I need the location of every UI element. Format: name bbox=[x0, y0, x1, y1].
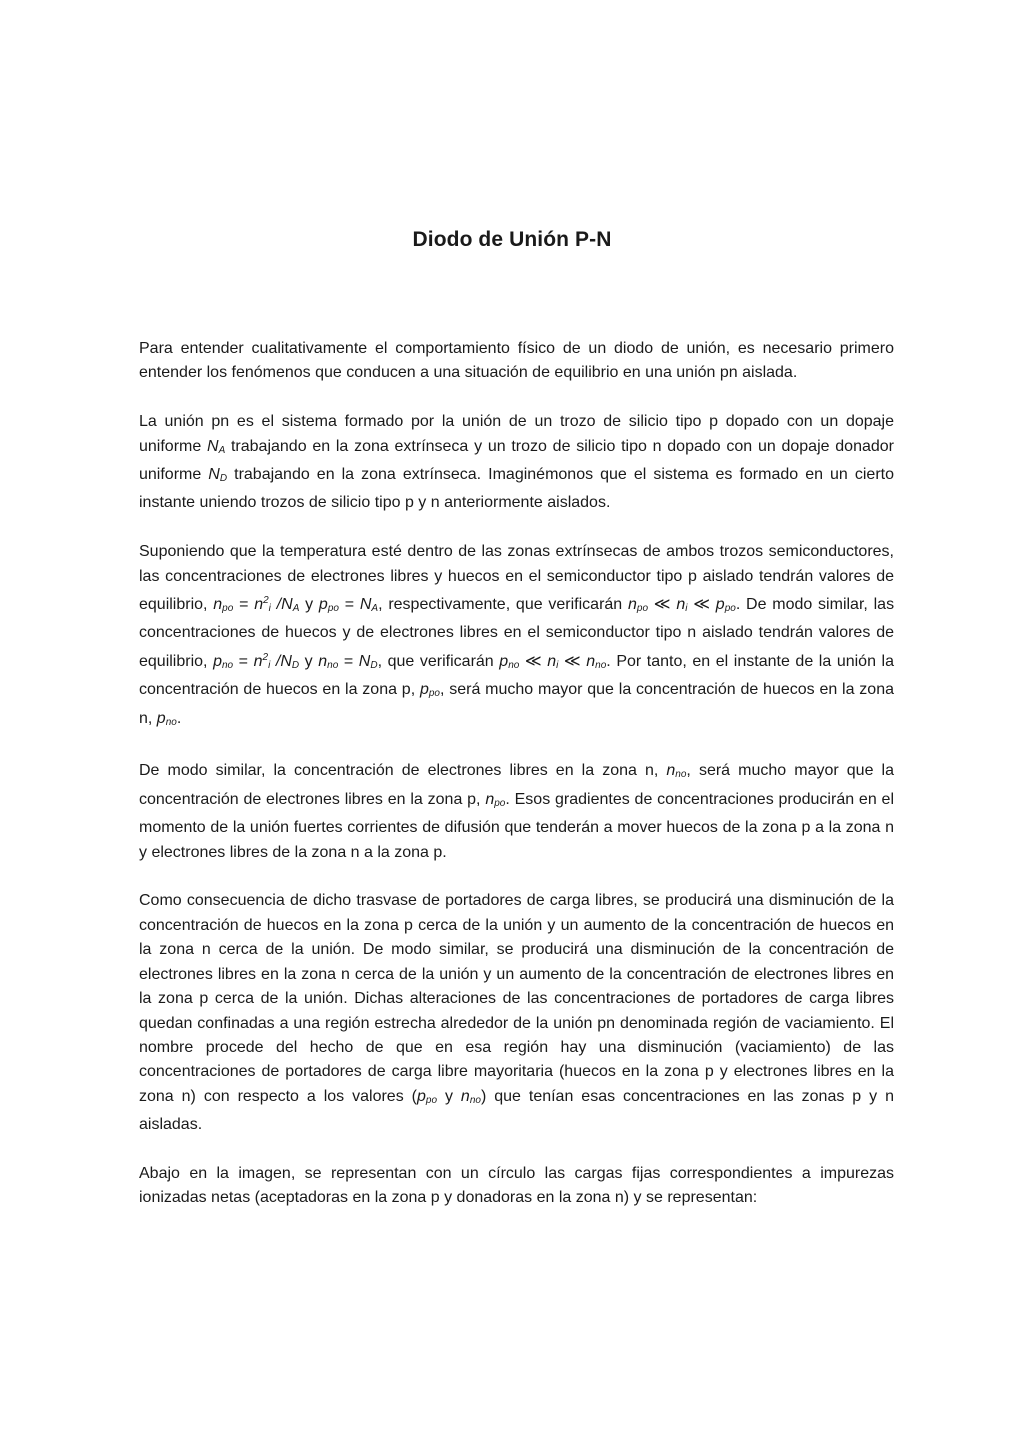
symbol-pno: $p_{no}$ bbox=[156, 709, 177, 728]
symbol-nno: $n_{no}$ bbox=[586, 652, 607, 671]
symbol-ni: $n_i$ bbox=[547, 652, 559, 671]
symbol-ni2-over-nd: $n^2_i$ $/N_D$ bbox=[253, 651, 300, 671]
symbol-nd: $N_D$ bbox=[358, 652, 378, 671]
symbol-pno: $p_{no}$ bbox=[499, 652, 520, 671]
paragraph-union-pn bbox=[139, 410, 894, 516]
paragraph-intro: Para entender cualitativamente el comportamiento físico de un diodo de unión, es necesario primero entender los fenómenos que conducen a una situación de equilibrio en una unión pn aislada. bbox=[139, 340, 894, 382]
text: La unión pn es el sistema formado por la unión de un trozo de silicio tipo p dopado con un dopaje uniforme bbox=[139, 413, 894, 455]
symbol-nd: $N_D$ bbox=[208, 466, 228, 485]
symbol-nno: $n_{no}$ bbox=[460, 1087, 481, 1106]
symbol-nno: $n_{no}$ bbox=[666, 762, 687, 781]
symbol-ni: $n_i$ bbox=[676, 596, 688, 615]
paragraph-depletion: Como consecuencia de dicho trasvase de portadores de carga libres, se producirá una disminución de la concentración de huecos en la zona p cerca de la unión y un aumento de la concentración de huecos en la zona n cerca de la unión. De modo similar, se producirá una disminución de la concentración de electrones libres en la zona n cerca de la unión y un aumento de la concentración de electrones libres en la zona p cerca de la unión. Dichas alteraciones de las concentraciones de portadores de carga libres quedan confinadas a una región estrecha alrededor de la unión pn denominada región de vaciamiento. El nombre procede del hecho de que en esa región hay una disminución (vaciamiento) de las concentraciones de portadores de carga libre mayoritaria (huecos en la zona p y electrones libres en la zona n) con respecto a los valores ($p_{po}$ y $n_{no}$) que tenían esas concentraciones en las zonas p y n aisladas. bbox=[139, 892, 895, 1134]
symbol-na: $N_A$ bbox=[359, 596, 379, 615]
symbol-ppo: $p_{po}$ bbox=[416, 1087, 438, 1106]
document-body bbox=[139, 337, 894, 1235]
symbol-ppo: $p_{po}$ bbox=[419, 681, 440, 700]
paragraph-equilibrium: Suponiendo que la temperatura esté dentro de las zonas extrínsecas de ambos trozos semiconductores, las concentraciones de electrones libres y huecos en el semiconductor tipo p aislado tendrán valores de equilibrio, $n_{po} = n^2_i$ $/N_A$ y $p_{po} = N_A$, respectivamente, que verificarán $n_{po}$ ≪ $n_i$ ≪ $p_{po}$. De modo similar, las concentraciones de huecos y de electrones libres en el semiconductor tipo n aislado tendrán valores de equilibrio, $p_{no} = n^2_i$ $/N_D$ y $n_{no} = N_D$, que verificarán $p_{no}$ ≪ $n_i$ ≪ $n_{no}$. Por tanto, en el instante de la unión la concentración de huecos en la zona p, $p_{po}$, será mucho mayor que la concentración de huecos en la zona n, $p_{no}$. bbox=[139, 543, 895, 728]
paragraph-diffusion: De modo similar, la concentración de electrones libres en la zona n, $n_{no}$, será mucho mayor que la concentración de electrones libres en la zona p, $n_{po}$. Esos gradientes de concentraciones producirán en el momento de la unión fuertes corrientes de difusión que tenderán a mover huecos de la zona p a la zona n y electrones libres de la zona n a la zona p. bbox=[139, 762, 895, 861]
symbol-npo: $n_{po}$ bbox=[485, 790, 506, 809]
paragraph-image-note: Abajo en la imagen, se representan con un círculo las cargas fijas correspondientes a impurezas ionizadas netas (aceptadoras en la zona p y donadoras en la zona n) y se representan: bbox=[139, 1164, 894, 1207]
symbol-npo: $n_{po}$ bbox=[213, 596, 234, 615]
symbol-ppo: $p_{po}$ bbox=[715, 596, 736, 615]
symbol-nno: $n_{no}$ bbox=[318, 652, 339, 671]
symbol-pno: $p_{no}$ bbox=[213, 652, 234, 671]
symbol-ppo: $p_{po}$ bbox=[318, 596, 339, 615]
text: trabajando en la zona extrínseca. Imaginémonos que el sistema es formado en un cierto instante uniendo trozos de silicio tipo p y n anteriormente aislados. bbox=[139, 466, 894, 512]
symbol-npo: $n_{po}$ bbox=[627, 596, 649, 615]
document-title: Diodo de Unión P-N bbox=[412, 228, 612, 251]
symbol-ni2-over-na: $n^2_i$ $/N_A$ bbox=[254, 595, 300, 615]
text: trabajando en la zona extrínseca y un trozo de silicio tipo n dopado con un dopaje donador uniforme bbox=[139, 437, 894, 484]
symbol-na: $N_A$ bbox=[207, 437, 226, 456]
